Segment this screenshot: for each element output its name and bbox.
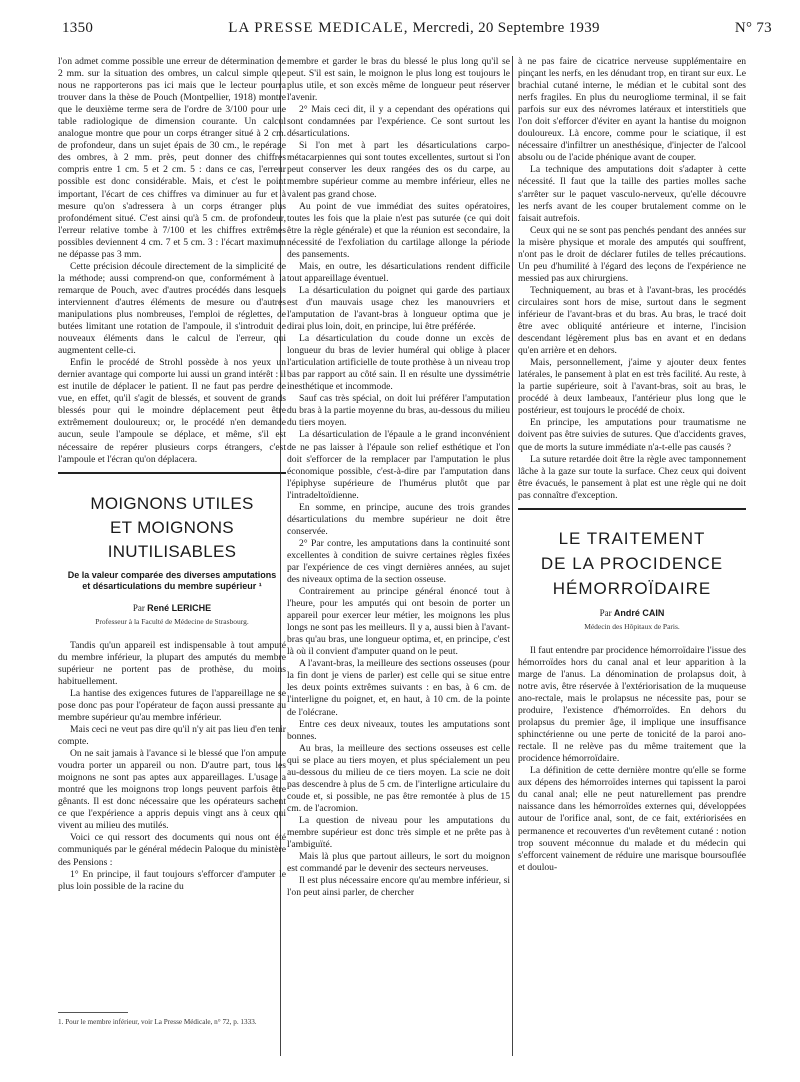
paragraph: Mais ceci ne veut pas dire qu'il n'y ait pas lieu d'en tenir compte. bbox=[58, 724, 286, 748]
author-affiliation: Professeur à la Faculté de Médecine de Strasbourg. bbox=[95, 616, 249, 626]
paragraph: En somme, en principe, aucune des trois grandes désarticulations du membre supérieur ne doit être conservée. bbox=[287, 501, 510, 537]
paragraph: En principe, les amputations pour traumatisme ne doivent pas être suivies de sutures. Que d'accidents graves, que de morts la suture immédiate n'a-t-elle pas causés ? bbox=[518, 417, 746, 453]
page-number: 1350 bbox=[62, 20, 94, 36]
column-1 bbox=[58, 56, 286, 893]
paragraph: 2° Par contre, les amputations dans la continuité sont excellentes à condition de suivre certaines règles fixées par l'expérience de ces vingt dernières années, au sujet des niveaux optima de la section osseuse. bbox=[287, 537, 510, 586]
issue-date: Mercredi, 20 Septembre 1939 bbox=[412, 20, 600, 36]
paragraph: A l'avant-bras, la meilleure des sections osseuses (pour la fin dont je viens de parler) est celle qui se situe entre les deux points extrêmes suivants : en bas, à 6 cm. de l'interligne du poignet, et, en haut, à 10 cm. de la pointe de l'olécrane. bbox=[287, 658, 510, 718]
paragraph: La hantise des exigences futures de l'appareillage ne se pose donc pas pour l'opérateur de façon aussi pressante au membre supérieur qu'au membre inférieur. bbox=[58, 687, 286, 723]
paragraph: Au bras, la meilleure des sections osseuses est celle qui se place au tiers moyen, et plus spécialement un peu au-dessous du milieu de ce tiers moyen. La scie ne doit pas descendre à plus de 5 cm. de l'interligne articulaire du coude et, si possible, ne pas être remontée à plus de 15 cm. de l'acromion. bbox=[287, 742, 510, 814]
issue-number: N° 73 bbox=[734, 20, 772, 36]
article-title-line: ET MOIGNONS INUTILISABLES bbox=[107, 517, 237, 561]
paragraph: On ne sait jamais à l'avance si le blessé que l'on ampute voudra porter un appareil ou non. D'autre part, tous les moignons ne sont pas aptes aux appareillages. L'usage a montré que les moignons trop longs peuvent parfois être gênants. Il est donc nécessaire que les opérateurs sachent ce que l'expérience a appris depuis vingt ans à ceux qui vivent au milieu des mutilés. bbox=[58, 748, 286, 832]
paragraph: Mais là plus que partout ailleurs, le sort du moignon est commandé par le devenir des secteurs nerveuses. bbox=[287, 851, 510, 875]
article-separator bbox=[518, 508, 746, 510]
paragraph: membre et garder le bras du blessé le plus long qu'il se peut. S'il est sain, le moignon le plus long est toujours le plus utile, et son excès même de longueur peut réserver l'avenir. bbox=[287, 56, 510, 104]
article-title-line: LE TRAITEMENT bbox=[558, 528, 706, 548]
paragraph: 2° Mais ceci dit, il y a cependant des opérations qui sont condamnées par l'expérience. Ce sont surtout les désarticulations. bbox=[287, 104, 510, 140]
paragraph: La technique des amputations doit s'adapter à cette nécessité. Il faut que la taille des parties molles sache s'arrêter sur le paquet vasculo-nerveux, qu'elle découvre les nerfs avant de les couper brutalement comme on le faisait autrefois. bbox=[518, 164, 746, 224]
paragraph: La désarticulation du poignet qui garde des partiaux est d'un mauvais usage chez les manouvriers et l'amputation de l'avant-bras à longueur optima que je dirai plus loin, doit, en principe, lui être préférée. bbox=[287, 284, 510, 333]
paragraph: Au point de vue immédiat des suites opératoires, toutes les fois que la plaie n'est pas suturée (ce qui doit être la règle générale) et que la réunion est secondaire, la nécessité de l'exfoliation du cartilage allonge la période des pansements. bbox=[287, 200, 510, 260]
paragraph: Sauf cas très spécial, on doit lui préférer l'amputation du bras à la partie moyenne du bras, au-dessous du milieu du tiers moyen. bbox=[287, 393, 510, 429]
article-title bbox=[518, 526, 746, 601]
paragraph: 1° En principe, il faut toujours s'efforcer d'amputer le plus loin possible de la racine du bbox=[58, 868, 286, 892]
paragraph: Ceux qui ne se sont pas penchés pendant des années sur la misère physique et morale des amputés qui souffrent, n'ont pas le droit de déclarer futiles de telles précautions. Un peu d'humilité à l'égard des leçons de l'expérience ne messied pas aux chirurgiens. bbox=[518, 224, 746, 284]
paragraph: Entre ces deux niveaux, toutes les amputations sont bonnes. bbox=[287, 718, 510, 742]
page-header bbox=[62, 20, 772, 42]
journal-masthead bbox=[228, 20, 600, 37]
article-separator bbox=[58, 472, 286, 474]
author-name: André CAIN bbox=[613, 607, 665, 618]
article-title-line: MOIGNONS UTILES bbox=[90, 493, 254, 513]
article-subtitle: De la valeur comparée des diverses amputations et désarticulations du membre supérieur ¹ bbox=[67, 569, 277, 591]
paragraph: La définition de cette dernière montre qu'elle se forme aux dépens des hémorroïdes internes qui tapissent la paroi du canal anal; elle ne peut naturellement pas prendre naissance dans les hémorroïdes externes qui, développées autour de l'orifice anal, sont, de ce fait, extériorisées en permanence et recouvertes d'un revêtement cutané : notion trop souvent méconnue du malade et du médecin qui s'efforcent vainement de réduire une marisque boursouflée et doulou- bbox=[518, 765, 746, 873]
journal-title: LA PRESSE MEDICALE, bbox=[228, 20, 409, 36]
column-divider bbox=[512, 56, 513, 1056]
byline-prefix: Par bbox=[132, 602, 145, 613]
byline-prefix: Par bbox=[599, 607, 612, 618]
footnote-rule bbox=[58, 1012, 128, 1013]
paragraph: La question de niveau pour les amputations du membre supérieur est donc très simple et ne prête pas à l'ambiguïté. bbox=[287, 814, 510, 851]
paragraph: Techniquement, au bras et à l'avant-bras, les procédés circulaires sont hors de mise, surtout dans le segment inférieur de l'avant-bras et du bras. Au bras, le tracé doit être avec obliquité antérieure et interne, l'incision descendant légèrement plus bas en avant et en dedans qu'en arrière et en dehors. bbox=[518, 284, 746, 357]
paragraph: l'on admet comme possible une erreur de détermination de 2 mm. sur la situation des ombres, un calcul simple que nous ne rapporterons pas ici mais que le lecteur pourra trouver dans la thèse de Pouch (Montpellier, 1918) montre que le deuxième terme sera de l'ordre de 3/100 pour une table radiologique de dimension courante. Un calcul analogue montre que pour un corps étranger situé à 2 cm. de profondeur, dans un sujet épais de 30 cm., le repérage des ombres, à 2 mm. près, peut donner des chiffres compris entre 1 cm. 5 et 2 cm. 5 : dans ce cas, l'erreur possible est donc considérable. Mais, et c'est le point important, l'écart de ces chiffres va diminuer au fur et à mesure qu'on s'adressera à un corps étranger plus profondément situé. C'est ainsi qu'à 5 cm. de profondeur, l'erreur relative tombe à 7/100 et les chiffres extrêmes possibles deviennent 4 cm. 7 et 5 cm. 3 : l'écart maximum ne dépasse pas 3 mm. bbox=[58, 56, 286, 260]
paragraph: La suture retardée doit être la règle avec tamponnement lâche à la gaze sur toute la surface. Chez ceux qui doivent être évacués, le pansement à plat est une règle qui ne doit pas connaître d'exception. bbox=[518, 453, 746, 501]
article-byline bbox=[58, 602, 286, 614]
article-byline bbox=[518, 607, 746, 619]
paragraph: Enfin le procédé de Strohl possède à nos yeux un dernier avantage qui comporte lui aussi un grand intérêt : il est inutile de déplacer le patient. Il ne faut pas perdre de vue, en effet, qu'il s'agit de blessés, et souvent de grands blessés pour qui le moindre déplacement peut être extrêmement douloureux; or, le procédé n'en demande aucun, seule l'ampoule se déplace, et même, s'il est nécessaire de repérer plusieurs corps étrangers, c'est l'ampoule et l'écran qu'on déplacera. bbox=[58, 357, 286, 465]
paragraph: Contrairement au principe général énoncé tout à l'heure, pour les amputés qui ont besoin de porter un appareil pour exercer leur métier, les moignons les plus longs ne sont pas les meilleurs. Il y a, aussi bien à l'avant-bras qu'au bras, une longueur optima, et, en principe, c'est là où il convient d'amputer quand on le peut. bbox=[287, 586, 510, 658]
paragraph: Mais, en outre, les désarticulations rendent difficile tout appareillage éventuel. bbox=[287, 260, 510, 284]
footnote: 1. Pour le membre inférieur, voir La Presse Médicale, n° 72, p. 1333. bbox=[58, 1018, 257, 1026]
paragraph: Il faut entendre par procidence hémorroïdaire l'issue des hémorroïdes hors du canal anal et leur apparition à la marge de l'anus. La dénomination de prolapsus doit, à notre avis, être réservée à l'extériorisation de la muqueuse ano-rectale, mais le prolapsus ne nécessite pas, pour se produire, l'existence d'hémorroïdes. En dehors du prolapsus du premier âge, il implique une insuffisance sphinctérienne ou une perte de tonicité de la paroi ano-rectale. Il ne relève pas du même traitement que la procidence hémorroïdaire. bbox=[518, 644, 746, 765]
article-title-line: DE LA PROCIDENCE bbox=[540, 553, 724, 573]
paragraph: Voici ce qui ressort des documents qui nous ont été communiqués par le général médecin Paloque du ministère des Pensions : bbox=[58, 832, 286, 868]
article-title bbox=[58, 492, 286, 564]
paragraph: La désarticulation du coude donne un excès de longueur du bras de levier huméral qui oblige à placer l'articulation artificielle de toute prothèse à un niveau trop bas par rapport au côté sain. Il en résulte une dyssimétrie inesthétique et incommode. bbox=[287, 333, 510, 393]
paragraph: Tandis qu'un appareil est indispensable à tout amputé du membre inférieur, la plupart des amputés du membre supérieur ne portent pas de prothèse, du moins habituellement. bbox=[58, 639, 286, 687]
paragraph: à ne pas faire de cicatrice nerveuse supplémentaire en pinçant les nerfs, en les dénudant trop, en tirant sur eux. Le brachial cutané interne, le médian et le cubital sont des nerfs fragiles. En plus du neurogliome terminal, il se fait parfois sur eux des névromes latéraux et interstitiels que l'on doit s'efforcer d'éviter en ayant la hantise du moignon douloureux. Là encore, comme pour le sciatique, il est nécessaire d'infiltrer un anesthésique, d'injecter de l'alcool absolu ou de l'acide phénique avant de couper. bbox=[518, 56, 746, 164]
paragraph: Cette précision découle directement de la simplicité de la méthode; aussi comprend-on que, conformément à la remarque de Pouch, avec d'autres procédés dans lesquels interviennent d'autres éléments de mesure ou d'autres manipulations plus nombreuses, l'emploi de réglettes, de butées limitant une rotation de l'ampoule, il s'introduit de nouveaux éléments dans le calcul de l'erreur, qui augmentent celle-ci. bbox=[58, 260, 286, 357]
column-2 bbox=[287, 56, 510, 899]
paragraph: Si l'on met à part les désarticulations carpo-métacarpiennes qui sont toutes excellentes, surtout si l'on peut conserver les deux rangées des os du carpe, au membre supérieur comme au membre inférieur, elles ne valent pas grand chose. bbox=[287, 140, 510, 200]
article-title-line: HÉMORROÏDAIRE bbox=[552, 578, 712, 598]
author-affiliation: Médecin des Hôpitaux de Paris. bbox=[584, 621, 680, 631]
author-name: René LERICHE bbox=[147, 602, 212, 613]
paragraph: Il est plus nécessaire encore qu'au membre inférieur, si l'on peut ainsi parler, de chercher bbox=[287, 875, 510, 899]
paragraph: La désarticulation de l'épaule a le grand inconvénient de ne pas laisser à l'épaule son relief esthétique et l'on doit s'efforcer de la remplacer par l'amputation le plus économique possible, c'est-à-dire par l'amputation dans l'épiphyse supérieure de l'humérus plutôt que par l'intradeltoïdienne. bbox=[287, 429, 510, 501]
paragraph: Mais, personnellement, j'aime y ajouter deux fentes latérales, le pansement à plat en est très facilité. Au reste, à la partie supérieure, soit à l'avant-bras, soit au bras, le procédé à deux lambeaux, l'antérieur plus long que le postérieur, est toujours le procédé de choix. bbox=[518, 357, 746, 417]
column-3 bbox=[518, 56, 746, 874]
